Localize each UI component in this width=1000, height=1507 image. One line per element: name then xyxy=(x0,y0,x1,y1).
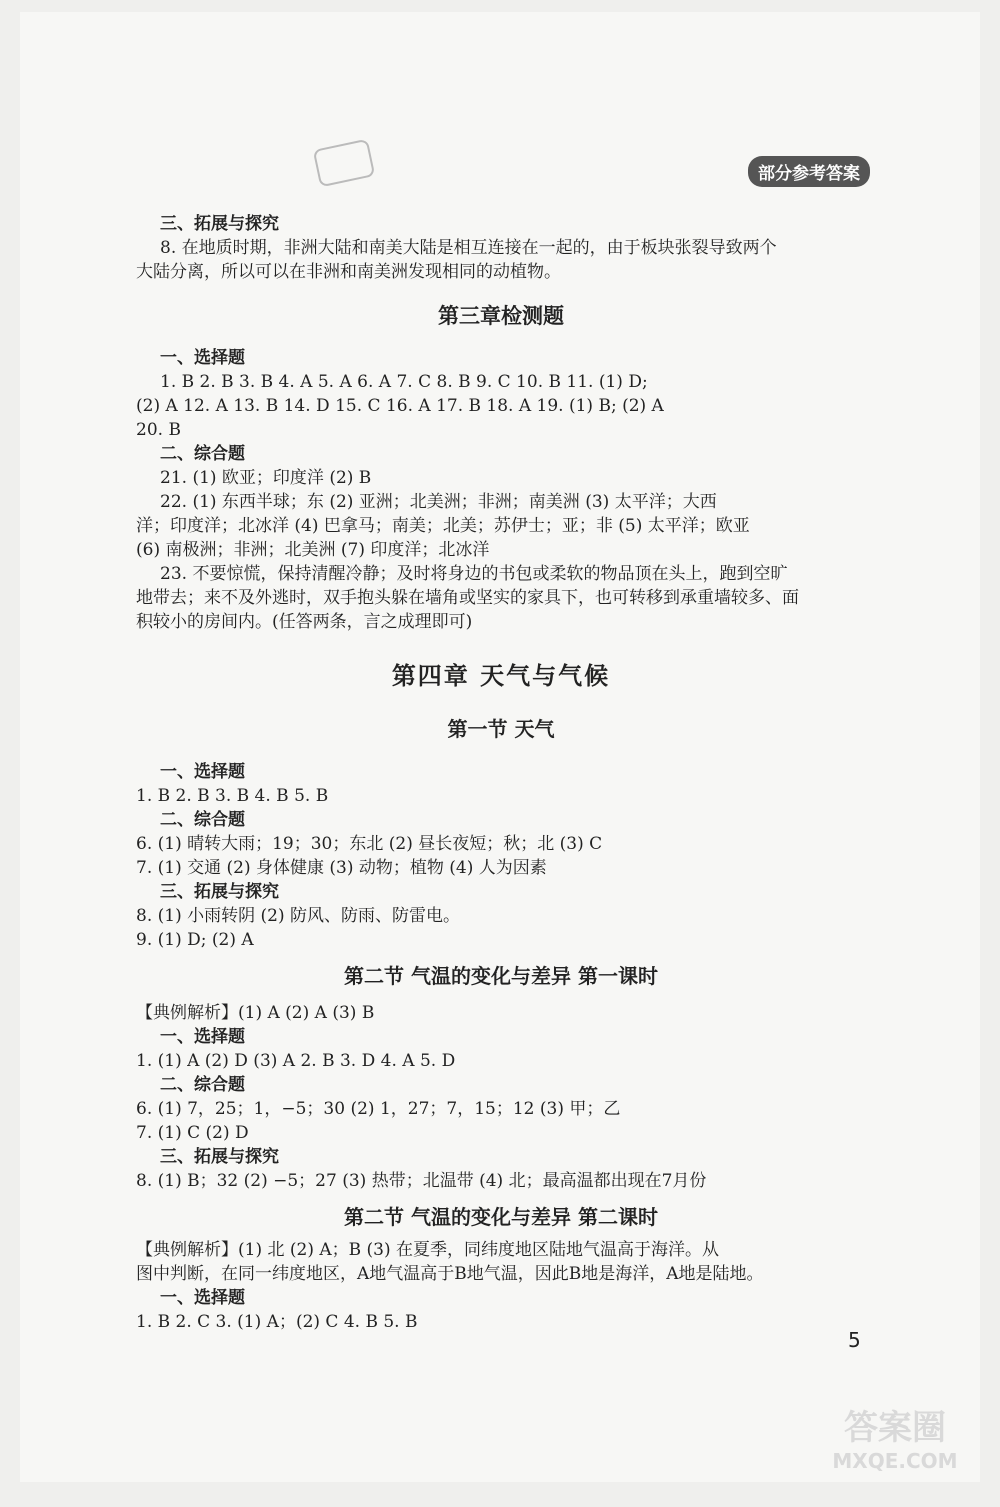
section-heading: 一、选择题 xyxy=(160,762,245,782)
page-number: 5 xyxy=(848,1328,861,1352)
answer-line: 6. (1) 晴转大雨；19；30；东北 (2) 昼长夜短；秋；北 (3) C xyxy=(136,834,603,854)
answer-line: 洋；印度洋；北冰洋 (4) 巴拿马；南美；北美；苏伊士；亚；非 (5) 太平洋；欧亚 xyxy=(136,516,750,536)
answer-line: 21. (1) 欧亚；印度洋 (2) B xyxy=(160,468,372,488)
answer-line: 图中判断，在同一纬度地区，A地气温高于B地气温，因此B地是海洋，A地是陆地。 xyxy=(136,1264,764,1284)
lesson-title: 第一节 天气 xyxy=(447,717,555,741)
answer-line: 大陆分离，所以可以在非洲和南美洲发现相同的动植物。 xyxy=(136,262,561,282)
answer-line: 1. B 2. B 3. B 4. B 5. B xyxy=(136,786,329,806)
answer-line: 23. 不要惊慌，保持清醒冷静；及时将身边的书包或柔软的物品顶在头上，跑到空旷 xyxy=(160,564,788,584)
answer-line: 【典例解析】(1) 北 (2) A；B (3) 在夏季，同纬度地区陆地气温高于海洋。从 xyxy=(136,1240,720,1260)
answer-line: 8. 在地质时期，非洲大陆和南美大陆是相互连接在一起的，由于板块张裂导致两个 xyxy=(160,238,777,258)
answer-line: 7. (1) C (2) D xyxy=(136,1123,249,1143)
section-heading: 三、拓展与探究 xyxy=(160,214,279,234)
answer-line: 7. (1) 交通 (2) 身体健康 (3) 动物；植物 (4) 人为因素 xyxy=(136,858,547,878)
answer-line: 8. (1) B；32 (2) −5；27 (3) 热带；北温带 (4) 北；最高温都出现在7月份 xyxy=(136,1171,707,1191)
page xyxy=(20,12,980,1482)
section-heading: 一、选择题 xyxy=(160,348,245,368)
chapter-test-title: 第三章检测题 xyxy=(438,304,564,328)
section-heading: 一、选择题 xyxy=(160,1288,245,1308)
chapter-title: 第四章 天气与气候 xyxy=(391,662,611,690)
answer-line: 1. B 2. C 3. (1) A；(2) C 4. B 5. B xyxy=(136,1312,418,1332)
watermark-logo: 答案圈 xyxy=(844,1408,946,1448)
answer-line: 【典例解析】(1) A (2) A (3) B xyxy=(136,1003,375,1023)
answer-line: 积较小的房间内。(任答两条，言之成理即可) xyxy=(136,612,473,632)
lesson-title: 第二节 气温的变化与差异 第一课时 xyxy=(344,964,658,988)
watermark xyxy=(820,1400,970,1473)
section-heading: 二、综合题 xyxy=(160,810,245,830)
lesson-title: 第二节 气温的变化与差异 第二课时 xyxy=(344,1205,658,1229)
section-heading: 二、综合题 xyxy=(160,1075,245,1095)
section-heading: 三、拓展与探究 xyxy=(160,882,279,902)
answer-line: 8. (1) 小雨转阴 (2) 防风、防雨、防雷电。 xyxy=(136,906,460,926)
answer-line: 1. (1) A (2) D (3) A 2. B 3. D 4. A 5. D xyxy=(136,1051,456,1071)
answer-line: 地带去；来不及外逃时，双手抱头躲在墙角或坚实的家具下，也可转移到承重墙较多、面 xyxy=(136,588,799,608)
answer-line: 6. (1) 7，25；1，−5；30 (2) 1，27；7，15；12 (3) 甲；乙 xyxy=(136,1099,621,1119)
section-heading: 三、拓展与探究 xyxy=(160,1147,279,1167)
watermark-url: MXQE.COM xyxy=(832,1449,958,1473)
section-heading: 二、综合题 xyxy=(160,444,245,464)
section-heading: 一、选择题 xyxy=(160,1027,245,1047)
answer-line: 22. (1) 东西半球；东 (2) 亚洲；北美洲；非洲；南美洲 (3) 太平洋；大西 xyxy=(160,492,717,512)
answer-line: (2) A 12. A 13. B 14. D 15. C 16. A 17. B 18. A 19. (1) B; (2) A xyxy=(136,396,664,416)
answer-line: (6) 南极洲；非洲；北美洲 (7) 印度洋；北冰洋 xyxy=(136,540,490,560)
answer-line: 20. B xyxy=(136,420,181,440)
answer-line: 9. (1) D; (2) A xyxy=(136,930,254,950)
header-tag: 部分参考答案 xyxy=(748,156,870,187)
answer-content xyxy=(136,212,866,1334)
stamp-logo xyxy=(313,139,376,188)
answer-line: 1. B 2. B 3. B 4. A 5. A 6. A 7. C 8. B 9. C 10. B 11. (1) D; xyxy=(160,372,648,392)
